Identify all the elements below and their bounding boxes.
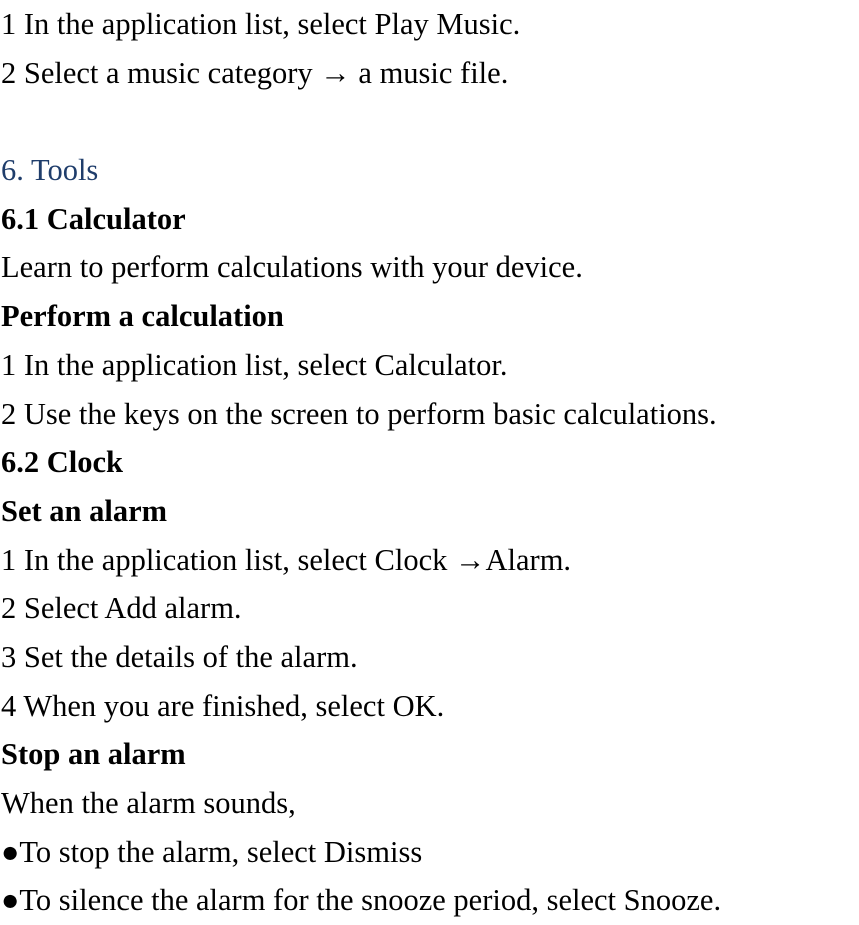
calculator-intro: Learn to perform calculations with your device. bbox=[1, 250, 583, 285]
stop-alarm-intro: When the alarm sounds, bbox=[1, 786, 296, 820]
set-alarm-step: 3 Set the details of the alarm. bbox=[1, 639, 358, 674]
document-page bbox=[1, 0, 859, 925]
spacer bbox=[1, 97, 859, 146]
stop-alarm-heading: Stop an alarm bbox=[1, 737, 186, 772]
intro-step: 1 In the application list, select Play Music. bbox=[1, 7, 521, 41]
set-alarm-step: 2 Select Add alarm. bbox=[1, 591, 242, 626]
stop-alarm-bullet: ●To stop the alarm, select Dismiss bbox=[1, 834, 423, 869]
set-alarm-step: 1 In the application list, select Clock →Alarm. bbox=[1, 542, 572, 577]
clock-heading: 6.2 Clock bbox=[1, 445, 123, 480]
set-alarm-step: 4 When you are finished, select OK. bbox=[1, 688, 445, 723]
set-alarm-heading: Set an alarm bbox=[1, 493, 168, 528]
calculator-step: 2 Use the keys on the screen to perform basic calculations. bbox=[1, 396, 717, 431]
calculator-heading: 6.1 Calculator bbox=[1, 201, 186, 236]
calculator-step: 1 In the application list, select Calculator. bbox=[1, 347, 508, 382]
stop-alarm-bullet: ●To silence the alarm for the snooze period, select Snooze. bbox=[1, 883, 722, 918]
section-heading: 6. Tools bbox=[1, 153, 99, 188]
intro-step: 2 Select a music category → a music file. bbox=[1, 55, 509, 90]
calculation-task-heading: Perform a calculation bbox=[1, 299, 284, 334]
